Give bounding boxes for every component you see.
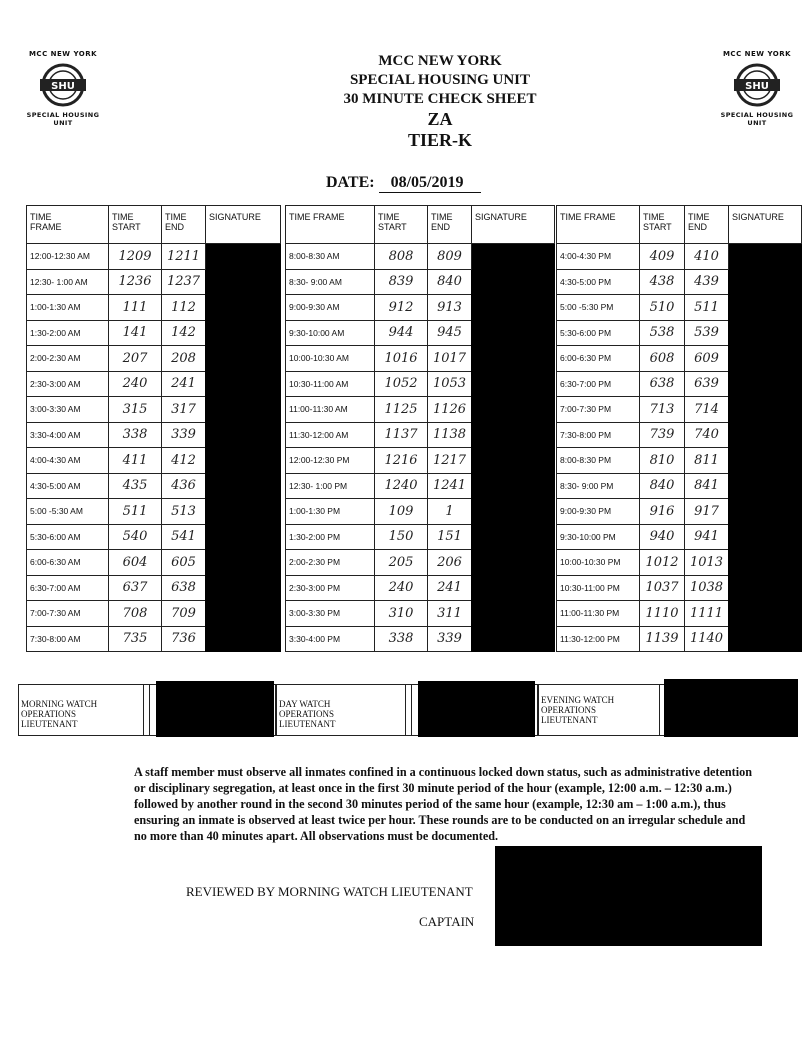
time-end-cell[interactable]: 639 [685,371,729,397]
shu-emblem-icon [730,62,784,108]
redacted-reviewer-signature [495,846,762,946]
col-time-start-header: TIME START [109,206,162,244]
time-start-cell[interactable]: 1125 [375,397,428,423]
time-end-cell[interactable]: 311 [428,601,472,627]
time-end-cell[interactable]: 1017 [428,346,472,372]
time-end-cell[interactable]: 339 [428,626,472,652]
time-end-cell[interactable]: 410 [685,244,729,270]
shu-logo-left [18,50,108,127]
time-end-cell[interactable]: 241 [162,371,206,397]
day-watch-label: DAY WATCH OPERATIONS LIEUTENANT [279,699,336,729]
time-start-cell[interactable]: 638 [640,371,685,397]
redacted-signature-cell [472,244,555,652]
time-frame-cell: 1:30-2:00 PM [286,524,375,550]
time-start-cell[interactable]: 205 [375,550,428,576]
time-frame-cell: 12:30- 1:00 PM [286,473,375,499]
col-time-frame-header: TIME FRAME [27,206,109,244]
time-end-cell[interactable]: 913 [428,295,472,321]
col-time-frame-header: TIME FRAME [286,206,375,244]
time-end-cell[interactable]: 709 [162,601,206,627]
time-frame-cell: 11:00-11:30 AM [286,397,375,423]
time-end-cell[interactable]: 840 [428,269,472,295]
time-end-cell[interactable]: 206 [428,550,472,576]
time-start-cell[interactable]: 150 [375,524,428,550]
morning-watch-label: MORNING WATCH OPERATIONS LIEUTENANT [21,699,98,729]
time-frame-cell: 1:30-2:00 AM [27,320,109,346]
time-frame-cell: 5:00 -5:30 AM [27,499,109,525]
time-end-cell[interactable]: 1217 [428,448,472,474]
table-row [27,244,281,270]
time-end-cell[interactable]: 1211 [162,244,206,270]
time-start-cell[interactable]: 240 [375,575,428,601]
time-end-cell[interactable]: 112 [162,295,206,321]
time-end-cell[interactable]: 1 [428,499,472,525]
time-end-cell[interactable]: 605 [162,550,206,576]
time-start-cell[interactable]: 810 [640,448,685,474]
time-start-cell[interactable]: 510 [640,295,685,321]
time-frame-cell: 6:00-6:30 AM [27,550,109,576]
time-frame-cell: 5:30-6:00 AM [27,524,109,550]
time-start-cell[interactable]: 141 [109,320,162,346]
evening-check-table [556,205,802,652]
redacted-signature-cell [729,244,802,652]
time-end-cell[interactable]: 1038 [685,575,729,601]
time-end-cell[interactable]: 1126 [428,397,472,423]
time-start-cell[interactable]: 735 [109,626,162,652]
redacted-day-watch-signature [418,681,535,737]
day-check-table [285,205,555,652]
col-time-frame-header: TIME FRAME [557,206,640,244]
sheet-header [250,52,630,151]
time-frame-cell: 9:30-10:00 PM [557,524,640,550]
time-start-cell[interactable]: 409 [640,244,685,270]
time-end-cell[interactable]: 151 [428,524,472,550]
time-start-cell[interactable]: 207 [109,346,162,372]
col-signature-header: SIGNATURE [472,206,555,244]
time-frame-cell: 10:00-10:30 AM [286,346,375,372]
time-start-cell[interactable]: 1209 [109,244,162,270]
time-frame-cell: 2:30-3:00 PM [286,575,375,601]
time-frame-cell: 11:00-11:30 PM [557,601,640,627]
time-frame-cell: 2:00-2:30 AM [27,346,109,372]
time-end-cell[interactable]: 841 [685,473,729,499]
time-start-cell[interactable]: 435 [109,473,162,499]
time-start-cell[interactable]: 713 [640,397,685,423]
time-frame-cell: 12:00-12:30 PM [286,448,375,474]
time-frame-cell: 11:30-12:00 PM [557,626,640,652]
time-start-cell[interactable]: 916 [640,499,685,525]
time-start-cell[interactable]: 111 [109,295,162,321]
time-start-cell[interactable]: 511 [109,499,162,525]
time-start-cell[interactable]: 739 [640,422,685,448]
date-line [326,174,481,193]
time-frame-cell: 3:30-4:00 AM [27,422,109,448]
time-frame-cell: 7:00-7:30 PM [557,397,640,423]
time-frame-cell: 10:30-11:00 AM [286,371,375,397]
time-start-cell[interactable]: 338 [375,626,428,652]
time-end-cell[interactable]: 638 [162,575,206,601]
time-start-cell[interactable]: 608 [640,346,685,372]
time-start-cell[interactable]: 315 [109,397,162,423]
time-end-cell[interactable]: 1053 [428,371,472,397]
evening-watch-label: EVENING WATCH OPERATIONS LIEUTENANT [541,695,615,725]
time-start-cell[interactable]: 1240 [375,473,428,499]
time-start-cell[interactable]: 310 [375,601,428,627]
time-end-cell[interactable]: 809 [428,244,472,270]
time-start-cell[interactable]: 1139 [640,626,685,652]
time-end-cell[interactable]: 513 [162,499,206,525]
date-value: 08/05/2019 [379,174,482,193]
reviewed-by-label: REVIEWED BY MORNING WATCH LIEUTENANT [186,884,473,899]
time-frame-cell: 5:30-6:00 PM [557,320,640,346]
time-start-cell[interactable]: 839 [375,269,428,295]
time-start-cell[interactable]: 538 [640,320,685,346]
time-frame-cell: 9:00-9:30 AM [286,295,375,321]
time-start-cell[interactable]: 708 [109,601,162,627]
time-frame-cell: 12:30- 1:00 AM [27,269,109,295]
time-end-cell[interactable]: 339 [162,422,206,448]
svg-text:SHU: SHU [745,81,769,92]
time-frame-cell: 5:00 -5:30 PM [557,295,640,321]
logo-top-text: MCC NEW YORK [28,50,98,58]
col-time-start-header: TIME START [375,206,428,244]
table-header-row [27,206,281,244]
time-frame-cell: 10:30-11:00 PM [557,575,640,601]
time-frame-cell: 7:00-7:30 AM [27,601,109,627]
time-frame-cell: 4:30-5:00 PM [557,269,640,295]
time-frame-cell: 2:30-3:00 AM [27,371,109,397]
time-frame-cell: 4:00-4:30 AM [27,448,109,474]
time-frame-cell: 9:30-10:00 AM [286,320,375,346]
time-end-cell[interactable]: 539 [685,320,729,346]
time-frame-cell: 1:00-1:30 PM [286,499,375,525]
time-frame-cell: 3:30-4:00 PM [286,626,375,652]
time-frame-cell: 2:00-2:30 PM [286,550,375,576]
time-frame-cell: 10:00-10:30 PM [557,550,640,576]
time-start-cell[interactable]: 1236 [109,269,162,295]
time-frame-cell: 6:00-6:30 PM [557,346,640,372]
time-frame-cell: 4:00-4:30 PM [557,244,640,270]
captain-label: CAPTAIN [419,914,475,929]
time-end-cell[interactable]: 609 [685,346,729,372]
col-time-start-header: TIME START [640,206,685,244]
time-end-cell[interactable]: 412 [162,448,206,474]
time-start-cell[interactable]: 1037 [640,575,685,601]
table-row [557,244,802,270]
time-frame-cell: 4:30-5:00 AM [27,473,109,499]
time-end-cell[interactable]: 1237 [162,269,206,295]
morning-check-table [26,205,281,652]
time-end-cell[interactable]: 317 [162,397,206,423]
time-start-cell[interactable]: 940 [640,524,685,550]
col-signature-header: SIGNATURE [206,206,281,244]
time-start-cell[interactable]: 240 [109,371,162,397]
time-frame-cell: 12:00-12:30 AM [27,244,109,270]
svg-text:SHU: SHU [51,81,75,92]
table-header-row [286,206,555,244]
redacted-evening-watch-signature [664,679,798,737]
header-sheet-title: 30 MINUTE CHECK SHEET [343,91,537,107]
time-frame-cell: 8:00-8:30 AM [286,244,375,270]
time-start-cell[interactable]: 604 [109,550,162,576]
time-start-cell[interactable]: 808 [375,244,428,270]
time-frame-cell: 1:00-1:30 AM [27,295,109,321]
time-frame-cell: 6:30-7:00 PM [557,371,640,397]
table-row [286,244,555,270]
shu-logo-right [712,50,802,127]
time-frame-cell: 11:30-12:00 AM [286,422,375,448]
time-start-cell[interactable]: 637 [109,575,162,601]
time-start-cell[interactable]: 338 [109,422,162,448]
time-start-cell[interactable]: 438 [640,269,685,295]
time-frame-cell: 7:30-8:00 AM [27,626,109,652]
time-end-cell[interactable]: 1241 [428,473,472,499]
time-end-cell[interactable]: 811 [685,448,729,474]
time-start-cell[interactable]: 912 [375,295,428,321]
time-end-cell[interactable]: 714 [685,397,729,423]
time-start-cell[interactable]: 1052 [375,371,428,397]
time-frame-cell: 6:30-7:00 AM [27,575,109,601]
table-header-row [557,206,802,244]
time-start-cell[interactable]: 1216 [375,448,428,474]
time-end-cell[interactable]: 1013 [685,550,729,576]
logo-bottom-text: SPECIAL HOUSING UNIT [26,111,100,127]
time-end-cell[interactable]: 1138 [428,422,472,448]
shu-emblem-icon [36,62,90,108]
time-end-cell[interactable]: 208 [162,346,206,372]
col-time-end-header: TIME END [428,206,472,244]
time-end-cell[interactable]: 142 [162,320,206,346]
time-end-cell[interactable]: 436 [162,473,206,499]
time-end-cell[interactable]: 1140 [685,626,729,652]
time-frame-cell: 3:00-3:30 AM [27,397,109,423]
header-unit-code: ZA [427,109,453,129]
time-end-cell[interactable]: 241 [428,575,472,601]
time-frame-cell: 8:30- 9:00 PM [557,473,640,499]
logo-bottom-text: SPECIAL HOUSING UNIT [720,111,794,127]
time-end-cell[interactable]: 941 [685,524,729,550]
time-start-cell[interactable]: 540 [109,524,162,550]
col-signature-header: SIGNATURE [729,206,802,244]
time-start-cell[interactable]: 1016 [375,346,428,372]
date-label: DATE: [326,174,375,191]
time-frame-cell: 7:30-8:00 PM [557,422,640,448]
time-end-cell[interactable]: 511 [685,295,729,321]
time-start-cell[interactable]: 411 [109,448,162,474]
time-frame-cell: 8:30- 9:00 AM [286,269,375,295]
redacted-morning-watch-signature [156,681,274,737]
header-unit-name: SPECIAL HOUSING UNIT [349,72,531,88]
logo-top-text: MCC NEW YORK [722,50,792,58]
time-start-cell[interactable]: 944 [375,320,428,346]
col-time-end-header: TIME END [162,206,206,244]
col-time-end-header: TIME END [685,206,729,244]
time-frame-cell: 8:00-8:30 PM [557,448,640,474]
time-end-cell[interactable]: 945 [428,320,472,346]
time-start-cell[interactable]: 840 [640,473,685,499]
time-frame-cell: 9:00-9:30 PM [557,499,640,525]
time-end-cell[interactable]: 1111 [685,601,729,627]
time-start-cell[interactable]: 1012 [640,550,685,576]
header-facility: MCC NEW YORK [378,53,502,69]
time-start-cell[interactable]: 1137 [375,422,428,448]
time-start-cell[interactable]: 109 [375,499,428,525]
header-tier: TIER-K [407,130,472,150]
time-start-cell[interactable]: 1110 [640,601,685,627]
time-end-cell[interactable]: 439 [685,269,729,295]
redacted-signature-cell [206,244,281,652]
time-end-cell[interactable]: 736 [162,626,206,652]
time-end-cell[interactable]: 917 [685,499,729,525]
observation-policy-text: A staff member must observe all inmates confined in a continuous locked down status, such as administrative detention or disciplinary segregation, at least once in the first 30 minute period of the hour (example, 12:00 a.m. – 12:30 a.m.) followed by another round in the second 30 minutes period of the same hour (example, 12:30 am – 1:00 a.m.), thus ensuring an inmate is observed at least twice per hour. These rounds are to be conducted on an irregular schedule and no more than 40 minutes apart. All observations must be documented. [134,765,752,843]
time-end-cell[interactable]: 541 [162,524,206,550]
time-frame-cell: 3:00-3:30 PM [286,601,375,627]
time-end-cell[interactable]: 740 [685,422,729,448]
